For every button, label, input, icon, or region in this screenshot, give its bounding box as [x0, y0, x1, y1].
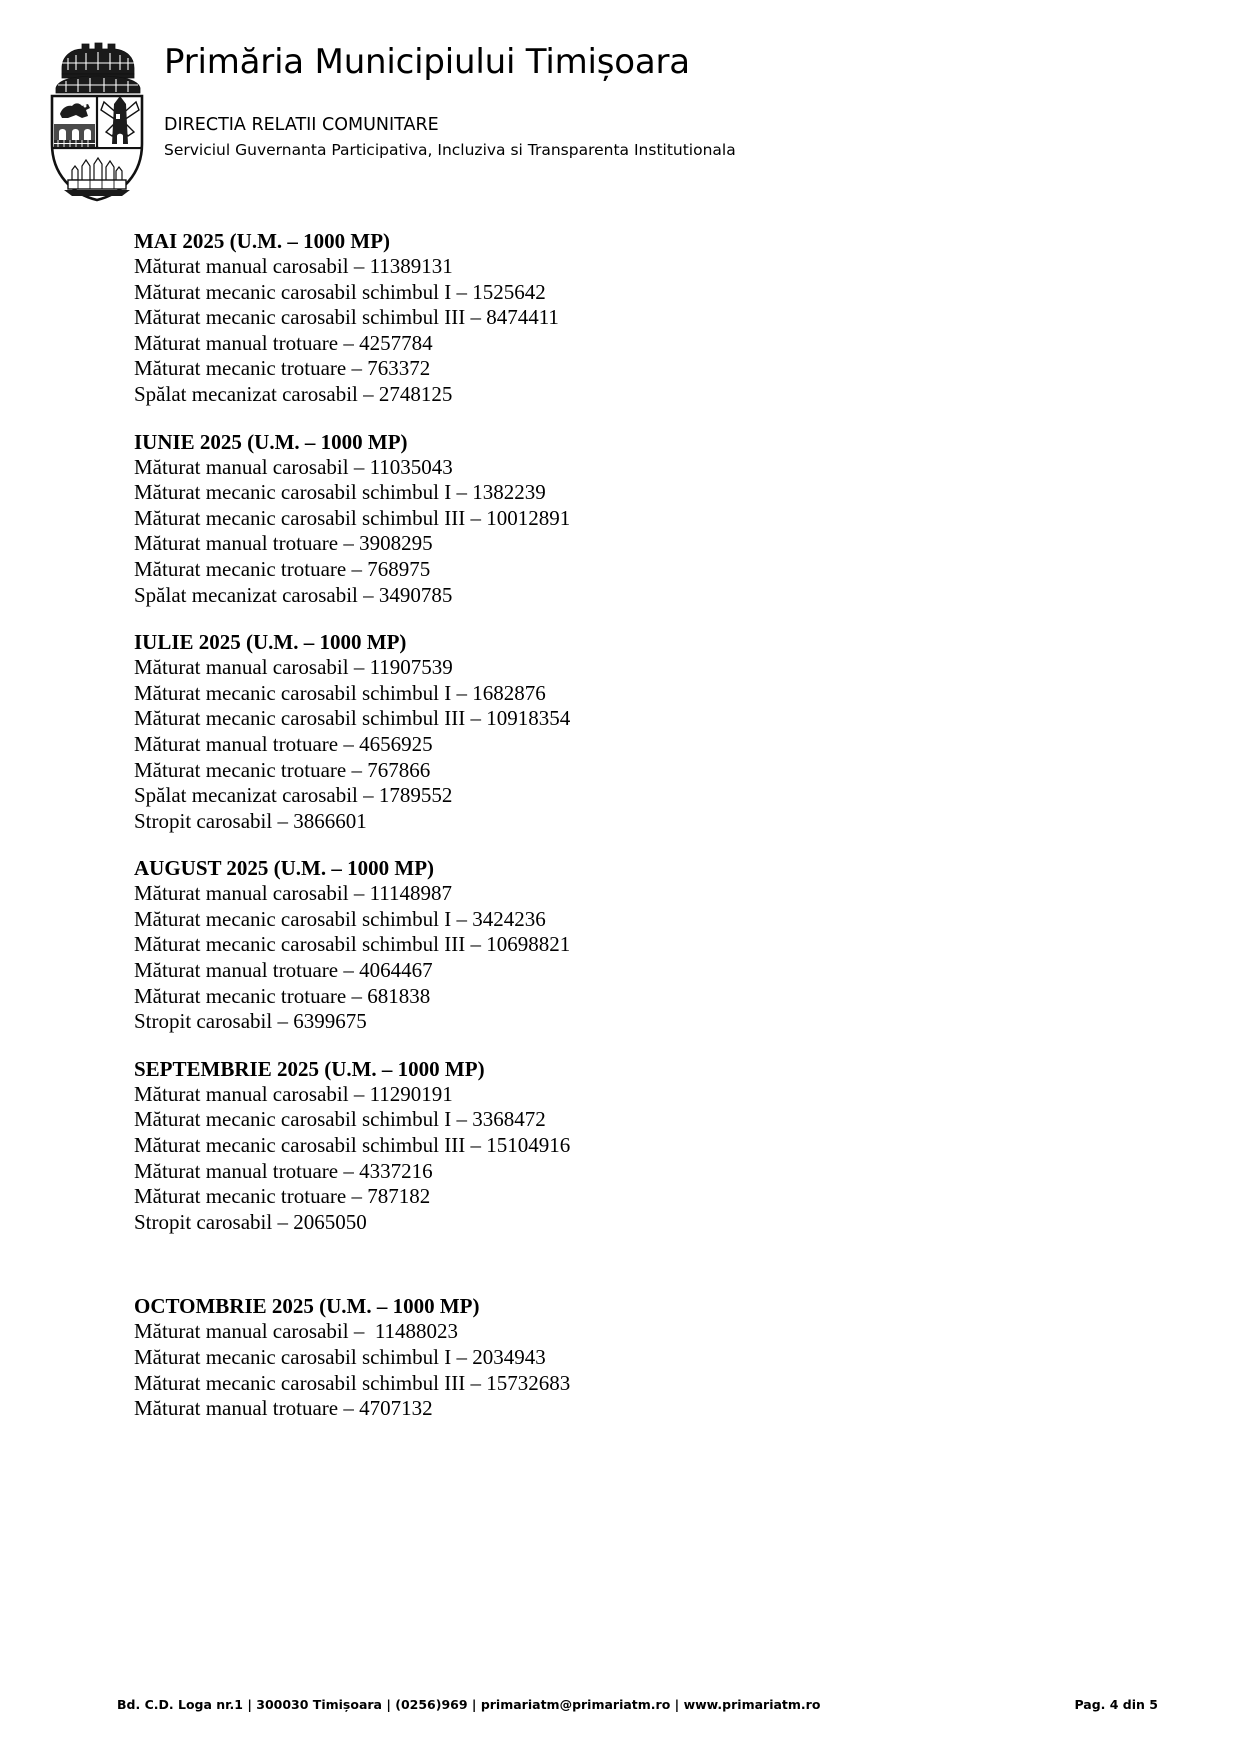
- metric-line: Măturat mecanic trotuare – 681838: [134, 983, 431, 1008]
- report-body: [134, 228, 1114, 1443]
- metric-line: Stropit carosabil – 6399675: [134, 1009, 367, 1034]
- metric-line: Măturat mecanic carosabil schimbul I – 3368472: [134, 1107, 546, 1132]
- metric-line: Măturat manual trotuare – 4337216: [134, 1158, 433, 1183]
- metric-line: Măturat mecanic carosabil schimbul III – 10012891: [134, 505, 571, 530]
- metric-line: Măturat manual trotuare – 3908295: [134, 531, 433, 556]
- metric-line: Măturat mecanic trotuare – 763372: [134, 356, 431, 381]
- metric-line: Măturat manual trotuare – 4064467: [134, 958, 433, 983]
- metric-line: Spălat mecanizat carosabil – 2748125: [134, 381, 453, 406]
- metric-line: Măturat mecanic carosabil schimbul I – 1682876: [134, 680, 546, 705]
- metric-line: Măturat manual carosabil – 11148987: [134, 881, 453, 906]
- metric-line: Spălat mecanizat carosabil – 1789552: [134, 783, 453, 808]
- metric-line: Măturat manual carosabil – 11488023: [134, 1319, 459, 1344]
- month-heading: OCTOMBRIE 2025 (U.M. – 1000 MP): [134, 1294, 480, 1319]
- month-heading: SEPTEMBRIE 2025 (U.M. – 1000 MP): [134, 1056, 485, 1081]
- service-name: Serviciul Guvernanta Participativa, Incluziva si Transparenta Institutionala: [164, 141, 736, 160]
- month-section-octombrie: [134, 1293, 1114, 1421]
- month-section-septembrie: [134, 1056, 1114, 1236]
- month-heading: AUGUST 2025 (U.M. – 1000 MP): [134, 856, 435, 881]
- timisoara-coat-of-arms-icon: [42, 40, 152, 200]
- metric-line: Măturat mecanic trotuare – 768975: [134, 556, 431, 581]
- letterhead: [0, 0, 1241, 210]
- metric-line: Măturat mecanic carosabil schimbul III – 10918354: [134, 706, 571, 731]
- metric-line: Măturat mecanic carosabil schimbul I – 2034943: [134, 1345, 546, 1369]
- metric-line: Măturat mecanic carosabil schimbul III – 8474411: [134, 305, 559, 330]
- metric-line: Măturat manual trotuare – 4707132: [134, 1396, 433, 1421]
- metric-line: Măturat manual trotuare – 4656925: [134, 731, 433, 756]
- metric-line: Măturat mecanic carosabil schimbul I – 1382239: [134, 480, 546, 505]
- metric-line: Măturat mecanic carosabil schimbul III – 15104916: [134, 1133, 571, 1158]
- footer-contact-info: Bd. C.D. Loga nr.1 | 300030 Timișoara | (0256)969 | primariatm@primariatm.ro | www.primariatm.ro: [117, 1697, 821, 1712]
- metric-line: Măturat manual carosabil – 11035043: [134, 454, 453, 479]
- month-section-iulie: [134, 629, 1114, 834]
- month-heading: IUNIE 2025 (U.M. – 1000 MP): [134, 429, 408, 454]
- metric-line: Măturat manual carosabil – 11389131: [134, 254, 453, 278]
- metric-line: Măturat mecanic carosabil schimbul III – 10698821: [134, 932, 571, 957]
- footer-page-number: Pag. 4 din 5: [1074, 1697, 1158, 1712]
- page-footer: [0, 1697, 1241, 1717]
- organization-title: Primăria Municipiului Timișoara: [164, 42, 690, 82]
- metric-line: Măturat mecanic carosabil schimbul I – 3424236: [134, 906, 546, 931]
- metric-line: Spălat mecanizat carosabil – 3490785: [134, 582, 453, 607]
- month-section-august: [134, 855, 1114, 1035]
- department-name: DIRECTIA RELATII COMUNITARE: [164, 115, 439, 136]
- metric-line: Măturat mecanic carosabil schimbul I – 1525642: [134, 279, 546, 304]
- metric-line: Măturat mecanic carosabil schimbul III – 15732683: [134, 1370, 571, 1395]
- metric-line: Stropit carosabil – 3866601: [134, 808, 367, 833]
- metric-line: Măturat manual trotuare – 4257784: [134, 330, 433, 355]
- metric-line: Stropit carosabil – 2065050: [134, 1209, 367, 1234]
- metric-line: Măturat manual carosabil – 11290191: [134, 1081, 453, 1106]
- metric-line: Măturat mecanic trotuare – 787182: [134, 1184, 431, 1209]
- metric-line: Măturat manual carosabil – 11907539: [134, 655, 453, 680]
- month-section-iunie: [134, 429, 1114, 609]
- month-heading: MAI 2025 (U.M. – 1000 MP): [134, 229, 391, 253]
- month-section-mai: [134, 228, 1114, 408]
- letterhead-text: [164, 44, 1241, 161]
- metric-line: Măturat mecanic trotuare – 767866: [134, 757, 431, 782]
- month-heading: IULIE 2025 (U.M. – 1000 MP): [134, 630, 407, 655]
